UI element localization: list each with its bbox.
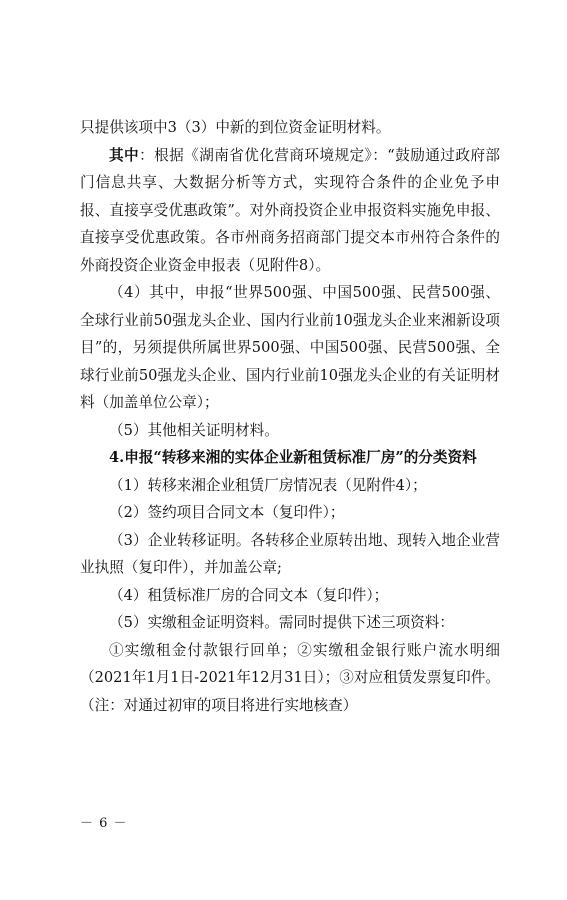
paragraph-item-4-fortune500: （4）其中，申报“世界500强、中国500强、民营500强、全球行业前50强龙头企业、国内行业前10强龙头企业来湘新设项目”的，另须提供所属世界500强、中国500强、民营500强、全球行业前50强龙头企业、国内行业前10强龙头企业的有关证明材料（加盖单位公章）； — [80, 284, 500, 411]
section-heading-4: 4.申报“转移来湘的实体企业新租赁标准厂房”的分类资料 — [109, 449, 477, 466]
page-number: － 6 － — [80, 816, 128, 831]
paragraph-list-3: （3）企业转移证明。各转移企业原转出地、现转入地企业营业执照（复印件），并加盖公章; — [80, 531, 500, 576]
paragraph-continuation: 只提供该项中3（3）中新的到位资金证明材料。 — [80, 119, 391, 136]
paragraph-policy-text: ：根据《湖南省优化营商环境规定》：“鼓励通过政府部门信息共享、大数据分析等方式，实现符合条件的企业免予申报、直接享受优惠政策”。对外商投资企业申报资料实施免申报、直接享受优惠政策。各市州商务招商部门提交本市州符合条件的外商投资企业资金申报表（见附件8）。 — [80, 146, 500, 274]
paragraph-list-1: （1）转移来湘企业租赁厂房情况表（见附件4）； — [109, 476, 427, 494]
paragraph-list-4: （4）租赁标准厂房的合同文本（复印件）； — [109, 586, 389, 604]
paragraph-policy — [80, 142, 500, 280]
paragraph-rent-proofs: ①实缴租金付款银行回单；②实缴租金银行账户流水明细（2021年1月1日-2021年12月31日）；③对应租赁发票复印件。（注：对通过初审的项目将进行实地核查） — [80, 641, 500, 714]
paragraph-list-2: （2）签约项目合同文本（复印件）； — [109, 504, 345, 521]
paragraph-list-5: （5）实缴租金证明资料。需同时提供下述三项资料： — [109, 614, 454, 631]
document-body — [80, 114, 500, 719]
bold-lead-term: 其中 — [109, 146, 140, 164]
paragraph-item-5-other: （5）其他相关证明材料。 — [109, 421, 279, 439]
